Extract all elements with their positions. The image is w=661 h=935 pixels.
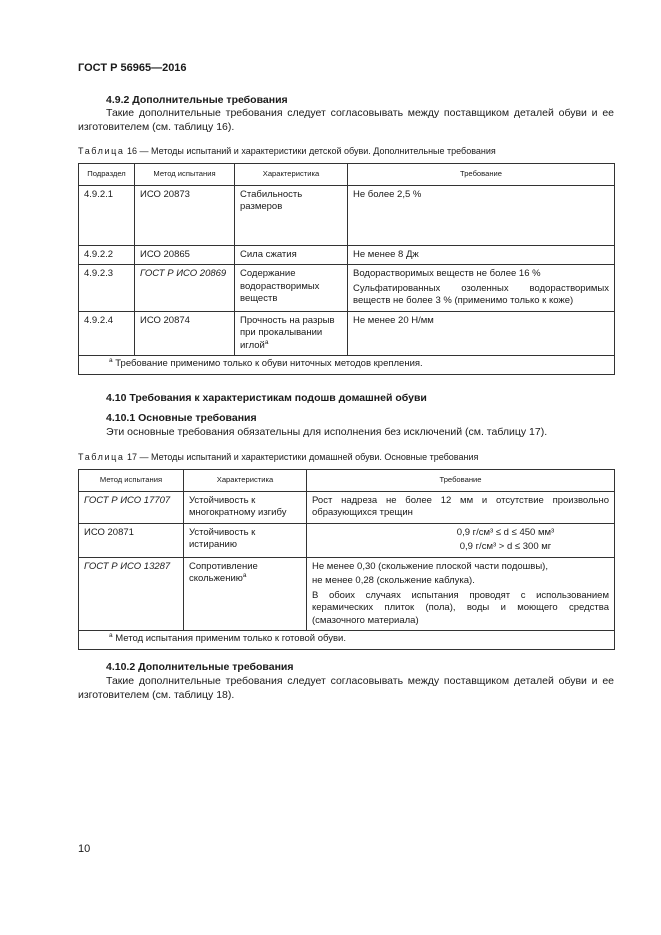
requirement-line: не менее 0,28 (скольжение каблука). xyxy=(312,575,475,586)
table-row xyxy=(79,245,615,265)
table-cell-requirement xyxy=(307,557,615,631)
footnote-text: Метод испытания применим только к готовой обуви. xyxy=(115,633,347,644)
table-16 xyxy=(78,163,615,375)
table-17-col-header: Требование xyxy=(307,470,615,492)
table-16-footnote xyxy=(79,356,615,375)
table-17-caption-prefix: Таблица xyxy=(78,452,125,462)
section-text-4-9-2: Такие дополнительные требования следует согласовывать между поставщиком деталей обуви и ее изготовителем (см. таблицу 16). xyxy=(78,107,614,133)
table-cell-method: ИСО 20874 xyxy=(135,311,235,356)
table-cell-characteristic xyxy=(184,557,307,631)
table-row xyxy=(79,557,615,631)
table-17-caption-text: 17 — Методы испытаний и характеристики домашней обуви. Основные требования xyxy=(127,452,479,462)
table-cell-characteristic: Стабильность размеров xyxy=(235,185,348,245)
table-cell-characteristic: Устойчивость к многократному изгибу xyxy=(184,491,307,523)
footnote-text: Требование применимо только к обуви ниточных методов крепления. xyxy=(115,358,423,369)
table-row xyxy=(79,491,615,523)
table-16-col-header: Подраздел xyxy=(79,164,135,186)
table-cell-characteristic: Содержание водорастворимых веществ xyxy=(235,265,348,312)
requirement-line: Сульфатированных озоленных водорастворимых веществ не более 3 % (применимо только к коже) xyxy=(353,282,609,306)
footnote-mark: a xyxy=(109,356,113,364)
page-number: 10 xyxy=(78,843,91,855)
section-heading-4-10-2: 4.10.2 Дополнительные требования xyxy=(106,661,294,673)
section-heading-4-10: 4.10 Требования к характеристикам подошв домашней обуви xyxy=(106,392,427,404)
characteristic-text: Прочность на разрыв при прокалывании иглой xyxy=(240,314,335,351)
table-cell-requirement xyxy=(348,265,615,312)
table-cell-characteristic: Устойчивость к истиранию xyxy=(184,523,307,557)
table-cell-method: ГОСТ Р ИСО 20869 xyxy=(135,265,235,312)
table-cell-method: ГОСТ Р ИСО 13287 xyxy=(79,557,184,631)
table-16-footnote-row xyxy=(79,356,615,375)
table-cell-subsection: 4.9.2.2 xyxy=(79,245,135,265)
table-row xyxy=(79,311,615,356)
table-cell-method: ИСО 20865 xyxy=(135,245,235,265)
section-heading-4-9-2: 4.9.2 Дополнительные требования xyxy=(106,94,288,106)
table-17-col-header: Характеристика xyxy=(184,470,307,492)
table-cell-requirement: Не более 2,5 % xyxy=(348,185,615,245)
table-16-col-header: Метод испытания xyxy=(135,164,235,186)
table-row xyxy=(79,265,615,312)
table-cell-subsection: 4.9.2.4 xyxy=(79,311,135,356)
table-cell-method: ИСО 20873 xyxy=(135,185,235,245)
requirement-line: В обоих случаях испытания проводят с использованием керамических плиток (пола), воды и моющего средства (смазочного материала) xyxy=(312,589,609,626)
table-cell-requirement xyxy=(307,523,615,557)
requirement-line: 0,9 г/см³ > d ≤ 300 мг xyxy=(459,541,552,552)
table-16-caption-prefix: Таблица xyxy=(78,146,125,156)
table-row xyxy=(79,523,615,557)
section-text-4-10-1: Эти основные требования обязательны для исполнения без исключений (см. таблицу 17). xyxy=(106,426,548,438)
requirement-line: Водорастворимых веществ не более 16 % xyxy=(353,268,541,279)
table-16-header-row xyxy=(79,164,615,186)
table-cell-requirement: Не менее 8 Дж xyxy=(348,245,615,265)
table-17-footnote xyxy=(79,631,615,650)
standard-code: ГОСТ Р 56965—2016 xyxy=(78,62,187,74)
table-17-footnote-row xyxy=(79,631,615,650)
table-17-caption xyxy=(78,452,478,462)
table-cell-subsection: 4.9.2.1 xyxy=(79,185,135,245)
table-cell-characteristic: Сила сжатия xyxy=(235,245,348,265)
table-cell-requirement: Рост надреза не более 12 мм и отсутствие произвольно образующихся трещин xyxy=(307,491,615,523)
table-16-col-header: Требование xyxy=(348,164,615,186)
footnote-mark: a xyxy=(242,571,247,579)
table-16-caption-text: 16 — Методы испытаний и характеристики детской обуви. Дополнительные требования xyxy=(127,146,496,156)
table-17 xyxy=(78,469,615,650)
section-text-4-10-2: Такие дополнительные требования следует согласовывать между поставщиком деталей обуви и ее изготовителем (см. таблицу 18). xyxy=(78,675,614,701)
section-heading-4-10-1: 4.10.1 Основные требования xyxy=(106,412,257,424)
table-cell-characteristic xyxy=(235,311,348,356)
table-17-col-header: Метод испытания xyxy=(79,470,184,492)
table-row xyxy=(79,185,615,245)
table-cell-requirement: Не менее 20 Н/мм xyxy=(348,311,615,356)
footnote-mark: a xyxy=(264,338,269,346)
requirement-line: Не менее 0,30 (скольжение плоской части подошвы), xyxy=(312,560,548,572)
characteristic-text: Сопротивление скольжению xyxy=(189,560,258,584)
table-cell-method: ГОСТ Р ИСО 17707 xyxy=(79,491,184,523)
requirement-line: 0,9 г/см³ ≤ d ≤ 450 мм³ xyxy=(456,526,555,538)
table-cell-method: ИСО 20871 xyxy=(79,523,184,557)
table-16-col-header: Характеристика xyxy=(235,164,348,186)
table-17-header-row xyxy=(79,470,615,492)
table-cell-subsection: 4.9.2.3 xyxy=(79,265,135,312)
footnote-mark: a xyxy=(109,631,113,639)
table-16-caption xyxy=(78,146,496,156)
